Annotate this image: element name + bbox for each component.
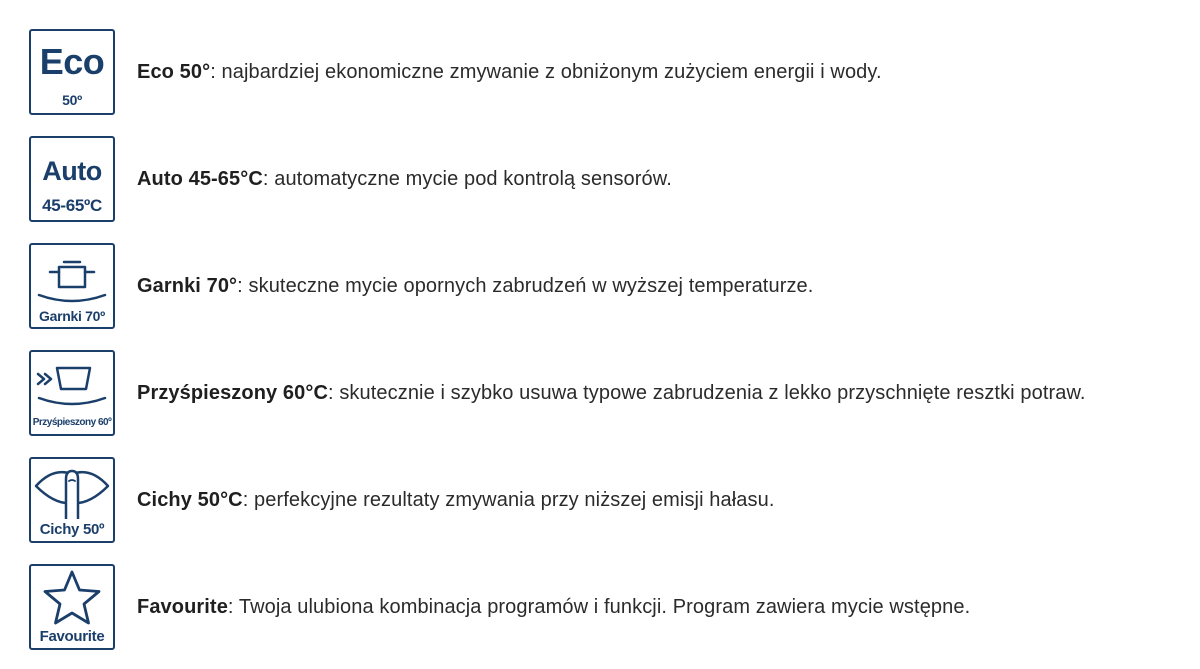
- program-auto: [29, 136, 1199, 227]
- program-eco: [29, 29, 1199, 120]
- program-description: Przyśpieszony 60°C : skutecznie i szybko usuwa typowe zabrudzenia z lekko przyschnięte resztki potraw.: [137, 381, 1086, 404]
- program-description: Eco 50° : najbardziej ekonomiczne zmywanie z obniżonym zużyciem energii i wody.: [137, 60, 882, 83]
- pot-icon: Garnki 70º: [29, 243, 115, 329]
- program-favourite: [29, 564, 1199, 655]
- quiet-finger-icon: Cichy 50º: [29, 457, 115, 543]
- quiet-finger-icon-graphic: [31, 459, 113, 523]
- auto-icon: Auto 45-65ºC: [29, 136, 115, 222]
- program-text: perfekcyjne rezultaty zmywania przy niższej emisji hałasu.: [248, 488, 775, 511]
- program-garnki: [29, 243, 1199, 334]
- program-text: najbardziej ekonomiczne zmywanie z obniżonym zużyciem energii i wody.: [215, 60, 882, 83]
- program-name: Auto 45-65°C: [137, 167, 263, 190]
- program-name: Przyśpieszony 60°C: [137, 381, 328, 404]
- program-description: Auto 45-65°C : automatyczne mycie pod kontrolą sensorów.: [137, 167, 672, 190]
- program-text: skutecznie i szybko usuwa typowe zabrudzenia z lekko przyschnięte resztki potraw.: [333, 381, 1086, 404]
- program-text: Twoja ulubiona kombinacja programów i funkcji. Program zawiera mycie wstępne.: [233, 595, 971, 618]
- program-name: Cichy 50°C: [137, 488, 243, 511]
- pot-icon-graphic: [31, 245, 113, 309]
- star-icon: Favourite: [29, 564, 115, 650]
- program-przyspieszony: [29, 350, 1199, 441]
- program-description: Cichy 50°C : perfekcyjne rezultaty zmywania przy niższej emisji hałasu.: [137, 488, 775, 511]
- program-name: Favourite: [137, 595, 228, 618]
- fast-wash-icon-graphic: [31, 352, 113, 416]
- eco-icon: Eco 50º: [29, 29, 115, 115]
- program-text: skuteczne mycie opornych zabrudzeń w wyższej temperaturze.: [242, 274, 814, 297]
- program-name: Garnki 70°: [137, 274, 238, 297]
- program-name: Eco 50°: [137, 60, 211, 83]
- star-icon-graphic: [31, 566, 113, 630]
- fast-wash-icon: Przyśpieszony 60º: [29, 350, 115, 436]
- program-description: Favourite : Twoja ulubiona kombinacja programów i funkcji. Program zawiera mycie wstępne.: [137, 595, 971, 618]
- program-cichy: [29, 457, 1199, 548]
- program-text: automatyczne mycie pod kontrolą sensorów.: [268, 167, 672, 190]
- program-description: Garnki 70° : skuteczne mycie opornych zabrudzeń w wyższej temperaturze.: [137, 274, 814, 297]
